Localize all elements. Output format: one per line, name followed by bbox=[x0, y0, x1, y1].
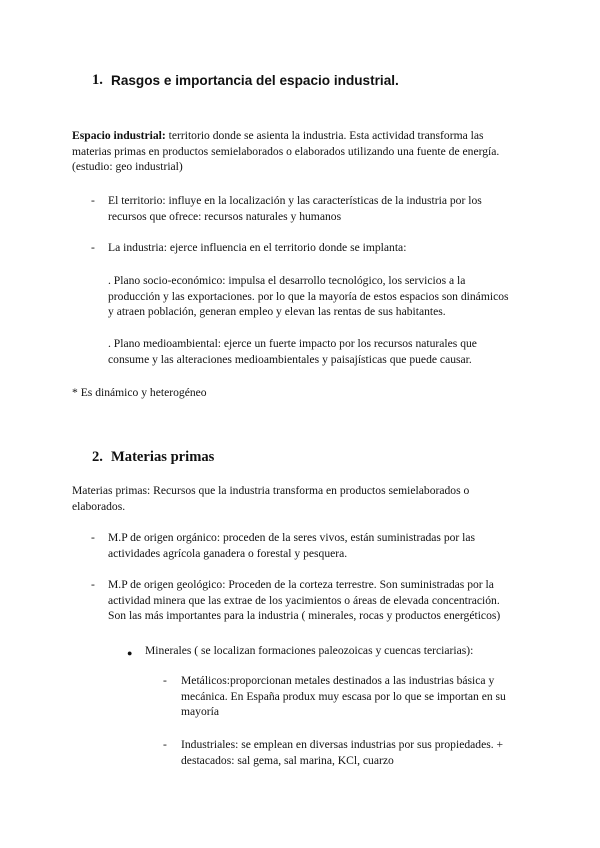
list-item-line: Metálicos:proporcionan metales destinados a las industrias básica y bbox=[181, 674, 495, 687]
section-1-number: 1. bbox=[92, 72, 103, 88]
paragraph-line: . Plano socio-económico: impulsa el desarrollo tecnológico, los servicios a la bbox=[108, 274, 466, 287]
paragraph-line: y atraen población, generan empleo y elevan las rentas de sus habitantes. bbox=[108, 305, 446, 318]
section-1-title: Rasgos e importancia del espacio industrial. bbox=[111, 73, 399, 88]
dash-marker: - bbox=[91, 194, 95, 207]
bullet-dot-icon: ● bbox=[127, 648, 133, 658]
plano-medioambiental bbox=[108, 336, 588, 367]
section-2-number: 2. bbox=[92, 449, 103, 465]
list-item-industriales bbox=[181, 737, 581, 768]
list-item-line: Industriales: se emplean en diversas industrias por sus propiedades. + bbox=[181, 738, 504, 751]
list-item-mp-organico bbox=[108, 530, 588, 561]
list-item-mp-geologico bbox=[108, 577, 588, 624]
plano-socio-economico bbox=[108, 273, 588, 320]
list-item-line: destacados: sal gema, sal marina, KCl, cuarzo bbox=[181, 753, 394, 767]
list-item-line: M.P de origen orgánico: proceden de la seres vivos, están suministradas por las bbox=[108, 531, 476, 544]
definition-line-1 bbox=[72, 128, 572, 144]
definition-paragraph bbox=[72, 128, 572, 175]
list-item-line: mecánica. En España produx muy escasa por lo que se importan en su bbox=[181, 689, 506, 703]
dash-marker: - bbox=[91, 531, 95, 544]
dash-marker: - bbox=[91, 578, 95, 591]
list-item-line: recursos que ofrece: recursos naturales y humanos bbox=[108, 209, 342, 223]
list-item-line: M.P de origen geológico: Proceden de la corteza terrestre. Son suministradas por la bbox=[108, 578, 494, 591]
list-item-territorio bbox=[108, 193, 578, 224]
definition-term: Espacio industrial: bbox=[72, 129, 166, 142]
list-item-line: actividades agrícola ganadera o forestal y pesquera. bbox=[108, 546, 348, 560]
dash-marker: - bbox=[91, 241, 95, 254]
section-2-title: Materias primas bbox=[111, 449, 215, 465]
paragraph-line: producción y las exportaciones. por lo que la mayoría de estos espacios son dinámicos bbox=[108, 289, 509, 303]
list-item-line: Son las más importantes para la industria ( minerales, rocas y productos energéticos) bbox=[108, 609, 501, 622]
paragraph-line: Materias primas: Recursos que la industria transforma en productos semielaborados o bbox=[72, 484, 470, 497]
paragraph-line: elaborados. bbox=[72, 499, 126, 513]
definition-line-3: (estudio: geo industrial) bbox=[72, 160, 183, 173]
list-item-line: mayoría bbox=[181, 705, 219, 718]
list-item-line: El territorio: influye en la localización y las características de la industria por los bbox=[108, 194, 482, 207]
list-item-line: La industria: ejerce influencia en el territorio donde se implanta: bbox=[108, 241, 407, 254]
list-item-metalicos bbox=[181, 673, 581, 720]
paragraph-line: consume y las alteraciones medioambientales y paisajísticas que puede causar. bbox=[108, 352, 472, 366]
dash-marker: - bbox=[163, 674, 167, 687]
paragraph-line: . Plano medioambiental: ejerce un fuerte impacto por los recursos naturales que bbox=[108, 337, 477, 350]
list-item-industria bbox=[108, 240, 578, 256]
minerales-item: Minerales ( se localizan formaciones paleozoicas y cuencas terciarias): bbox=[145, 644, 474, 657]
intro-paragraph bbox=[72, 483, 572, 514]
list-item-line: actividad minera que las extrae de los yacimientos o áreas de elevada concentración. bbox=[108, 593, 500, 607]
definition-text: territorio donde se asienta la industria. Esta actividad transforma las bbox=[165, 129, 484, 142]
note-text: * Es dinámico y heterogéneo bbox=[72, 386, 207, 399]
definition-line-2: materias primas en productos semielaborados o elaborados utilizando una fuente de energía. bbox=[72, 144, 500, 158]
dash-marker: - bbox=[163, 738, 167, 751]
